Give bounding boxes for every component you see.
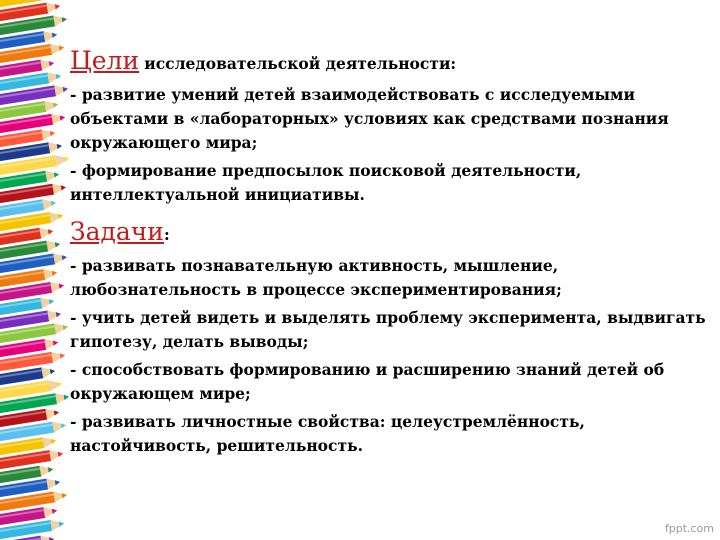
pencil-tip (60, 353, 66, 359)
slide-content (70, 44, 710, 458)
pencil-tip (57, 143, 63, 149)
pencil-tip (59, 283, 65, 289)
pencil-wood (40, 226, 55, 239)
pencil-wood (53, 490, 68, 503)
pencil-tip (59, 521, 65, 527)
goals-title: Цели (70, 46, 140, 75)
pencil-tip (52, 32, 58, 38)
pencil-wood (52, 420, 67, 433)
task-item-3: - способствовать формированию и расширению знаний детей об окружающем мире; (70, 360, 665, 403)
pencil-wood (43, 267, 58, 280)
pencil-tip (53, 102, 59, 108)
pencil-tip (61, 184, 67, 190)
pencil-wood (47, 308, 62, 321)
pencil-wood (55, 391, 70, 404)
pencil-tip (49, 536, 55, 540)
pencil-wood (52, 182, 67, 195)
tasks-title: Задачи (70, 217, 164, 246)
pencil-wood (47, 70, 62, 83)
pencil-wood (53, 252, 68, 265)
pencil-tip (62, 492, 68, 498)
pencil-wood (41, 127, 56, 140)
pencil-wood (50, 42, 65, 55)
pencil-wood (44, 337, 59, 350)
pencil-wood (54, 321, 69, 334)
goals-heading (70, 44, 710, 81)
pencil-tip (53, 340, 59, 346)
pencil-tip (62, 16, 68, 22)
pencils-decoration (0, 0, 80, 540)
pencil-wood (53, 14, 68, 27)
pencil-wood (51, 350, 66, 363)
pencil-tip (64, 156, 70, 162)
pencil-tip (57, 381, 63, 387)
pencil-tip (51, 438, 57, 444)
pencil-tip (60, 115, 66, 121)
pencil-wood (43, 505, 58, 518)
pencil-tip (51, 200, 57, 206)
pencil-tip (55, 241, 61, 247)
pencil-tip (48, 228, 54, 234)
pencil-tip (63, 324, 69, 330)
pencil-wood (48, 140, 63, 153)
watermark: fppt.com (664, 522, 714, 535)
pencil-wood (44, 99, 59, 112)
pencil-wood (40, 464, 55, 477)
pencil-tip (54, 410, 60, 416)
task-item-4: - развивать личностные свойства: целеустремлённость, настойчивость, решительность. (70, 412, 585, 455)
task-item-1: - развивать познавательную активность, мышление, любознательность в процессе экспериментирования; (70, 256, 562, 299)
pencil-tip (58, 451, 64, 457)
task-item-2: - учить детей видеть и выделять проблему эксперимента, выдвигать гипотезу, делать выводы; (70, 308, 706, 351)
pencil-tip (54, 172, 60, 178)
tasks-heading (70, 215, 710, 252)
pencil-tip (58, 213, 64, 219)
pencil-wood (46, 1, 61, 14)
pencil-wood (46, 239, 61, 252)
pencil-wood (40, 296, 55, 309)
pencil-wood (41, 365, 56, 378)
pencil-tip (49, 298, 55, 304)
pencil-tip (56, 311, 62, 317)
pencil-wood (43, 29, 58, 42)
pencil-wood (40, 0, 55, 1)
pencil-tip (50, 368, 56, 374)
pencil-wood (54, 83, 69, 96)
pencil-wood (49, 448, 64, 461)
pencil-wood (40, 58, 55, 71)
pencil-tip (55, 479, 61, 485)
pencil-tip (61, 422, 67, 428)
goal-item-2: - формирование предпосылок поисковой деятельности, интеллектуальной инициативы. (70, 161, 582, 204)
pencil-tip (64, 394, 70, 400)
pencil-wood (55, 153, 70, 166)
pencil-tip (55, 3, 61, 9)
pencil-tip (59, 45, 65, 51)
pencil-tip (48, 466, 54, 472)
pencil-wood (42, 197, 57, 210)
goal-item-1: - развитие умений детей взаимодействовать с исследуемыми объектами в «лабораторных» условиях как средствами познания окружающего мира; (70, 85, 669, 152)
pencil-tip (62, 254, 68, 260)
pencil-wood (51, 112, 66, 125)
pencil-wood (45, 407, 60, 420)
pencil-tip (50, 130, 56, 136)
pencil-tip (52, 270, 58, 276)
pencil-wood (50, 280, 65, 293)
pencil-wood (48, 378, 63, 391)
goals-title-rest: исследовательской деятельности: (144, 54, 457, 73)
pencil-wood (45, 169, 60, 182)
pencil-wood (46, 477, 61, 490)
pencil-tip (49, 60, 55, 66)
pencil-wood (49, 210, 64, 223)
pencil-tip (56, 73, 62, 79)
pencil-tip (63, 86, 69, 92)
tasks-title-rest: : (163, 225, 170, 244)
pencil-wood (50, 518, 65, 531)
pencil-tip (52, 508, 58, 514)
pencil-wood (42, 435, 57, 448)
